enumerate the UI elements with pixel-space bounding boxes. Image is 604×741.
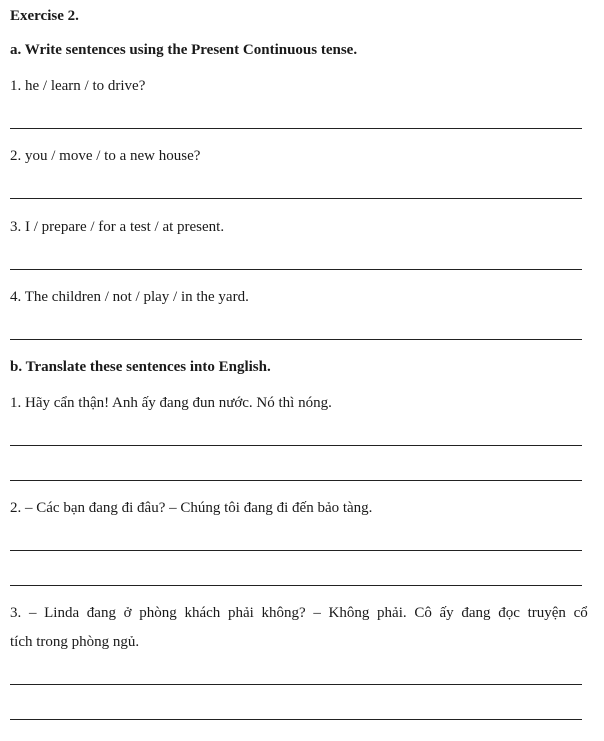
answer-line[interactable]: [10, 445, 582, 446]
answer-line[interactable]: [10, 128, 582, 129]
part-b-item-3-line-1: [10, 604, 588, 622]
part-b-heading: b. Translate these sentences into English.: [10, 359, 271, 375]
part-b-item-3-line-2: tích trong phòng ngủ.: [10, 634, 140, 650]
answer-line[interactable]: [10, 719, 582, 720]
answer-line[interactable]: [10, 585, 582, 586]
answer-line[interactable]: [10, 684, 582, 685]
answer-line[interactable]: [10, 198, 582, 199]
part-a-item-2: 2. you / move / to a new house?: [10, 148, 201, 164]
answer-line[interactable]: [10, 269, 582, 270]
part-a-item-4: 4. The children / not / play / in the yard.: [10, 289, 249, 305]
part-a-item-3: 3. I / prepare / for a test / at present.: [10, 219, 225, 235]
part-b-item-3-text: 3. – Linda đang ở phòng khách phải không? – Không phải. Cô ấy đang đọc truyện cổ: [10, 605, 588, 621]
answer-line[interactable]: [10, 339, 582, 340]
part-b-item-2: 2. – Các bạn đang đi đâu? – Chúng tôi đang đi đến bảo tàng.: [10, 500, 373, 516]
exercise-title: Exercise 2.: [10, 8, 79, 24]
part-a-heading: a. Write sentences using the Present Continuous tense.: [10, 42, 358, 58]
answer-line[interactable]: [10, 480, 582, 481]
part-a-item-1: 1. he / learn / to drive?: [10, 78, 146, 94]
answer-line[interactable]: [10, 550, 582, 551]
part-b-item-1: 1. Hãy cẩn thận! Anh ấy đang đun nước. Nó thì nóng.: [10, 395, 332, 411]
